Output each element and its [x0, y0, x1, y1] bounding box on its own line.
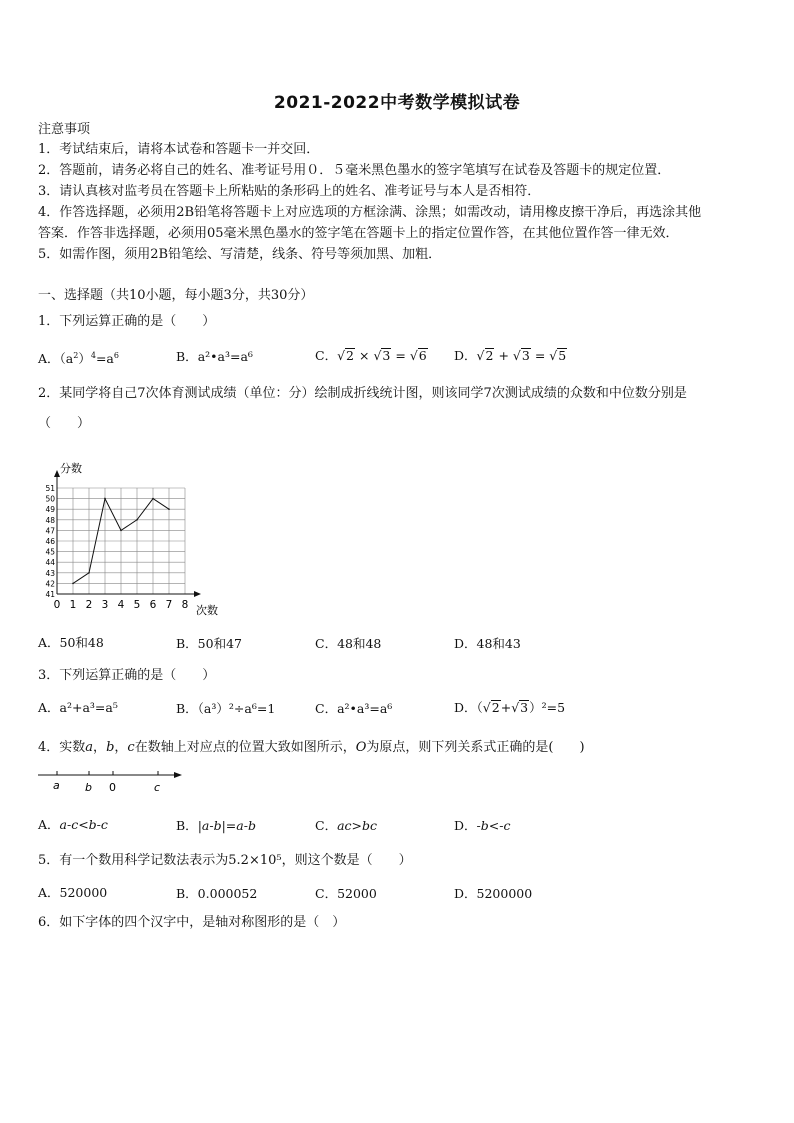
notice-item-3: 3．请认真核对监考员在答题卡上所粘贴的条形码上的姓名、准考证号与本人是否相符．	[38, 184, 541, 199]
y-tick-label: 49	[45, 505, 55, 515]
q6-stem: 6．如下字体的四个汉字中，是轴对称图形的是（ ）	[38, 915, 346, 930]
q2-option-a: A．50和48	[38, 635, 104, 650]
data-point	[168, 508, 170, 510]
notice-item-4: 4．作答选择题，必须用2B铅笔将答题卡上对应选项的方框涂满、涂黑；如需改动，请用橡皮擦干净后，再选涂其他	[38, 205, 702, 220]
q5-option-d: D．5200000	[454, 886, 533, 901]
q4-stem: 4．实数a，b，c在数轴上对应点的位置大致如图所示，O为原点，则下列关系式正确的是( )	[38, 740, 585, 755]
x-tick-label: 4	[117, 599, 125, 611]
data-point	[136, 519, 138, 521]
data-point	[120, 530, 122, 532]
x-tick-label: 8	[181, 599, 189, 611]
q2-paren: （ ）	[38, 416, 91, 431]
q1-option-b: B．a²•a³=a⁶	[176, 349, 253, 364]
q5-option-b: B．0.000052	[176, 886, 258, 901]
q2-stem: 2．某同学将自己7次体育测试成绩（单位：分）绘制成折线统计图，则该同学7次测试成绩的众数和中位数分别是	[38, 386, 687, 401]
notice-item-4-cont: 答案．作答非选择题，必须用05毫米黑色墨水的签字笔在答题卡上的指定位置作答，在其他位置作答一律无效．	[38, 226, 679, 241]
x-tick-label: 7	[165, 599, 173, 611]
q3-option-c: C．a²•a³=a⁶	[315, 701, 393, 716]
y-tick-label: 48	[45, 515, 55, 525]
number-line	[36, 764, 186, 796]
notice-item-2: 2．答题前，请务必将自己的姓名、准考证号用０．５毫米黑色墨水的签字笔填写在试卷及答题卡的规定位置．	[38, 163, 671, 178]
q2-option-c: C．48和48	[315, 636, 382, 651]
data-point	[72, 583, 74, 585]
q3-stem: 3．下列运算正确的是（ ）	[38, 668, 216, 683]
x-axis-title: 次数	[196, 604, 218, 617]
q1-stem: 1．下列运算正确的是（ ）	[38, 314, 216, 329]
x-tick-label: 3	[101, 599, 109, 611]
q4-option-b: B．|a-b|=a-b	[176, 818, 256, 833]
y-tick-label: 44	[45, 558, 55, 568]
number-line-label-b: b	[85, 781, 92, 794]
data-point	[88, 572, 90, 574]
q1-option-c: C．√2 × √3 = √6	[315, 348, 427, 363]
q5-option-c: C．52000	[315, 886, 377, 901]
x-tick-label: 0	[53, 599, 61, 611]
section-heading: 一、选择题（共10小题，每小题3分，共30分）	[38, 288, 314, 303]
y-tick-label: 43	[45, 568, 55, 578]
q5-option-a: A．520000	[38, 885, 108, 900]
notice-item-5: 5．如需作图，须用2B铅笔绘、写清楚，线条、符号等须加黑、加粗．	[38, 247, 442, 262]
y-axis-title: 分数	[60, 462, 82, 475]
q3-option-a: A．a²+a³=a⁵	[38, 700, 118, 715]
q4-option-c: C．ac>bc	[315, 818, 378, 833]
x-tick-label: 2	[85, 599, 93, 611]
y-tick-label: 46	[45, 537, 55, 546]
q4-option-d: D．-b<-c	[454, 818, 511, 833]
x-tick-label: 6	[149, 599, 157, 611]
y-tick-label: 51	[45, 484, 55, 493]
number-line-label-c: c	[154, 781, 161, 794]
notice-heading: 注意事项	[38, 122, 91, 137]
q2-option-d: D．48和43	[454, 636, 521, 651]
x-tick-label: 1	[69, 599, 77, 611]
q1-option-d: D．√2 + √3 = √5	[454, 348, 567, 363]
y-tick-label: 41	[45, 590, 55, 599]
y-tick-label: 45	[45, 547, 55, 557]
x-tick-label: 5	[133, 599, 141, 611]
q1-option-a: A．$(a^2)^4=a^6$	[38, 351, 119, 367]
q4-option-a: A．a-c<b-c	[38, 817, 108, 832]
q3-option-b: B．（a³）²÷a⁶=1	[176, 701, 276, 716]
y-tick-label: 47	[45, 526, 55, 536]
q5-stem: 5．有一个数用科学记数法表示为5.2×10⁵，则这个数是（ ）	[38, 853, 412, 868]
x-axis-arrow	[194, 591, 201, 597]
data-point	[104, 498, 106, 500]
y-tick-label: 42	[45, 579, 55, 589]
data-point	[152, 498, 154, 500]
q2-option-b: B．50和47	[176, 636, 242, 651]
q3-option-d: D．（√2+√3）²=5	[454, 700, 566, 715]
line-chart	[36, 444, 226, 622]
notice-item-1: 1．考试结束后，请将本试卷和答题卡一并交回．	[38, 142, 320, 157]
page-title: 2021-2022中考数学模拟试卷	[273, 93, 521, 113]
number-line-label-a: a	[53, 779, 60, 792]
y-tick-label: 50	[45, 494, 55, 504]
number-line-label-0: 0	[109, 781, 116, 794]
